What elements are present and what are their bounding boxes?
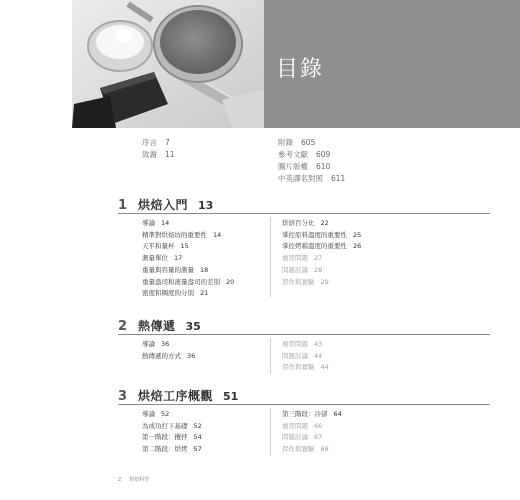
chapter-page: 51 bbox=[223, 390, 239, 403]
chapter-entries-left bbox=[142, 339, 195, 362]
toc-entry[interactable]: 第一階段：攪拌 54 bbox=[142, 433, 202, 442]
toc-entry[interactable]: 為成功打下基礎 52 bbox=[142, 421, 202, 430]
page-footer bbox=[118, 476, 149, 483]
toc-entry[interactable]: 導論 14 bbox=[142, 219, 170, 227]
toc-entry[interactable]: 導論 52 bbox=[142, 410, 170, 418]
chapter-rule bbox=[118, 404, 490, 405]
toc-entry[interactable]: 掌控原料溫度的重要性 25 bbox=[282, 230, 362, 239]
toc-entry[interactable]: 掌控烤箱溫度的重要性 26 bbox=[282, 242, 362, 251]
chapter-entries-left bbox=[142, 218, 234, 300]
chapter-heading[interactable] bbox=[118, 194, 213, 213]
front-matter-right bbox=[278, 137, 345, 185]
toc-entry[interactable]: 問題討論 44 bbox=[282, 351, 323, 360]
toc-entry[interactable]: 複習問題 27 bbox=[282, 254, 323, 263]
toc-entry[interactable]: 測量單位 17 bbox=[142, 254, 183, 263]
chapter-rule bbox=[118, 334, 490, 335]
column-divider bbox=[270, 217, 271, 297]
toc-entry[interactable]: 重量盎司和液量盎司的差別 20 bbox=[142, 277, 235, 286]
chapter-entries-right bbox=[282, 409, 342, 456]
header-photo bbox=[72, 0, 264, 128]
chapter-entries-right bbox=[282, 218, 361, 288]
chapter-page: 35 bbox=[185, 320, 201, 333]
toc-entry[interactable]: 第二階段：烘烤 57 bbox=[142, 445, 202, 454]
chapter-heading[interactable] bbox=[118, 315, 201, 334]
toc-entry[interactable]: 天平和量杯 15 bbox=[142, 242, 189, 251]
toc-entry[interactable]: 習作與實驗 68 bbox=[282, 445, 329, 454]
toc-entry[interactable]: 複習問題 43 bbox=[282, 340, 323, 348]
chapter-title: 烘焙工序概觀 bbox=[138, 389, 214, 403]
chapter-title: 熱傳遞 bbox=[138, 319, 176, 333]
toc-entry[interactable]: 中英譯名對照 611 bbox=[278, 174, 346, 183]
chapter-number: 3 bbox=[118, 389, 128, 404]
toc-entry[interactable]: 導論 36 bbox=[142, 340, 170, 348]
toc-entry[interactable]: 密度和稠度的分別 21 bbox=[142, 289, 209, 298]
toc-entry[interactable]: 附錄 605 bbox=[278, 138, 316, 147]
toc-entry[interactable]: 烘焙百分比 22 bbox=[282, 219, 329, 227]
toc-entry[interactable]: 熱傳遞的方式 36 bbox=[142, 351, 196, 360]
toc-entry[interactable]: 第三階段：冷卻 64 bbox=[282, 410, 342, 418]
chapter-entries-right bbox=[282, 339, 329, 374]
column-divider bbox=[270, 408, 271, 456]
toc-entry[interactable]: 問題討論 67 bbox=[282, 433, 323, 442]
toc-entry[interactable]: 精準對烘焙坊的重要性 14 bbox=[142, 230, 222, 239]
toc-entry[interactable]: 習作與實驗 29 bbox=[282, 277, 329, 286]
page-title: 目錄 bbox=[276, 57, 325, 82]
footer-book-title: 烘焙科學 bbox=[129, 477, 150, 483]
toc-entry[interactable]: 圖片版權 610 bbox=[278, 162, 331, 171]
front-matter-left bbox=[142, 137, 175, 161]
chapter-number: 1 bbox=[118, 198, 128, 213]
toc-entry[interactable]: 致謝 11 bbox=[142, 150, 175, 159]
chapter-title: 烘焙入門 bbox=[138, 198, 189, 212]
column-divider bbox=[270, 338, 271, 374]
baking-ingredients-image bbox=[72, 0, 264, 128]
toc-entry[interactable]: 參考文獻 609 bbox=[278, 150, 331, 159]
toc-entry[interactable]: 重量與容量的測量 18 bbox=[142, 265, 209, 274]
toc-entry[interactable]: 習作與實驗 44 bbox=[282, 363, 329, 372]
chapter-page: 13 bbox=[198, 199, 214, 212]
chapter-number: 2 bbox=[118, 319, 128, 334]
chapter-rule bbox=[118, 213, 490, 214]
footer-page-number: 2 bbox=[118, 477, 122, 483]
toc-entry[interactable]: 序言 7 bbox=[142, 138, 170, 147]
chapter-heading[interactable] bbox=[118, 385, 238, 404]
toc-entry[interactable]: 複習問題 66 bbox=[282, 421, 323, 430]
chapter-entries-left bbox=[142, 409, 202, 456]
toc-entry[interactable]: 問題討論 28 bbox=[282, 265, 323, 274]
